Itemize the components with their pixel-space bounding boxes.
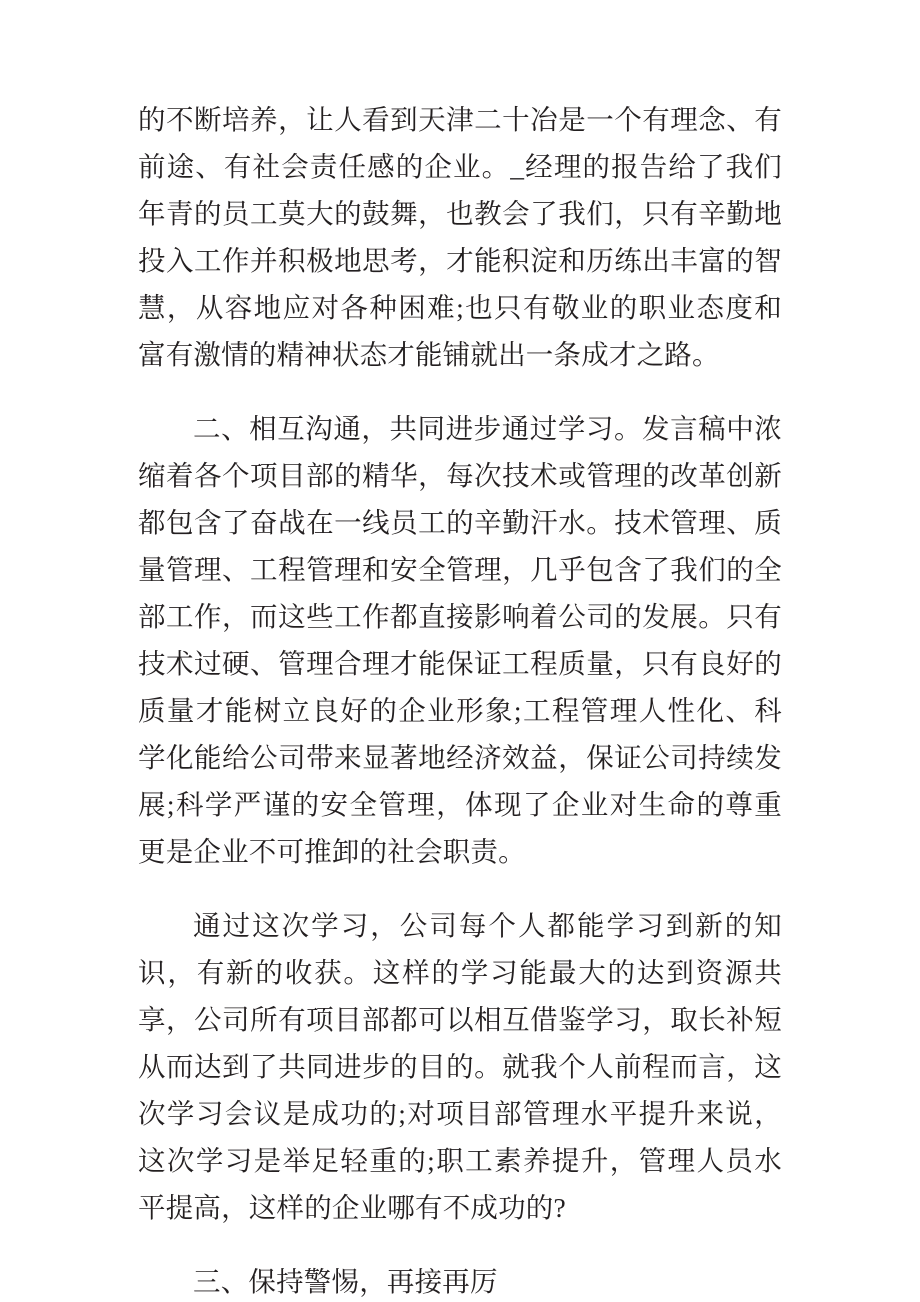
paragraph-summary: 通过这次学习，公司每个人都能学习到新的知识，有新的收获。这样的学习能最大的达到资源共享，公司所有项目部都可以相互借鉴学习，取长补短从而达到了共同进步的目的。就我个人前程而言，这次学习会议是成功的;对项目部管理水平提升来说，这次学习是举足轻重的;职工素养提升，管理人员水平提高，这样的企业哪有不成功的? — [138, 910, 782, 1223]
paragraph-section-three: 三、保持警惕，再接再厉 — [193, 1266, 498, 1297]
document-text-body — [138, 96, 782, 1302]
paragraph-continuation: 的不断培养，让人看到天津二十冶是一个有理念、有前途、有社会责任感的企业。_经理的报告给了我们年青的员工莫大的鼓舞，也教会了我们，只有辛勤地投入工作并积极地思考，才能积淀和历练出丰富的智慧，从容地应对各种困难;也只有敬业的职业态度和富有激情的精神状态才能铺就出一条成才之路。 — [138, 104, 782, 370]
paragraph-section-two: 二、相互沟通，共同进步通过学习。发言稿中浓缩着各个项目部的精华，每次技术或管理的改革创新都包含了奋战在一线员工的辛勤汗水。技术管理、质量管理、工程管理和安全管理，几乎包含了我们的全部工作，而这些工作都直接影响着公司的发展。只有技术过硬、管理合理才能保证工程质量，只有良好的质量才能树立良好的企业形象;工程管理人性化、科学化能给公司带来显著地经济效益，保证公司持续发展;科学严谨的安全管理，体现了企业对生命的尊重更是企业不可推卸的社会职责。 — [138, 413, 782, 867]
